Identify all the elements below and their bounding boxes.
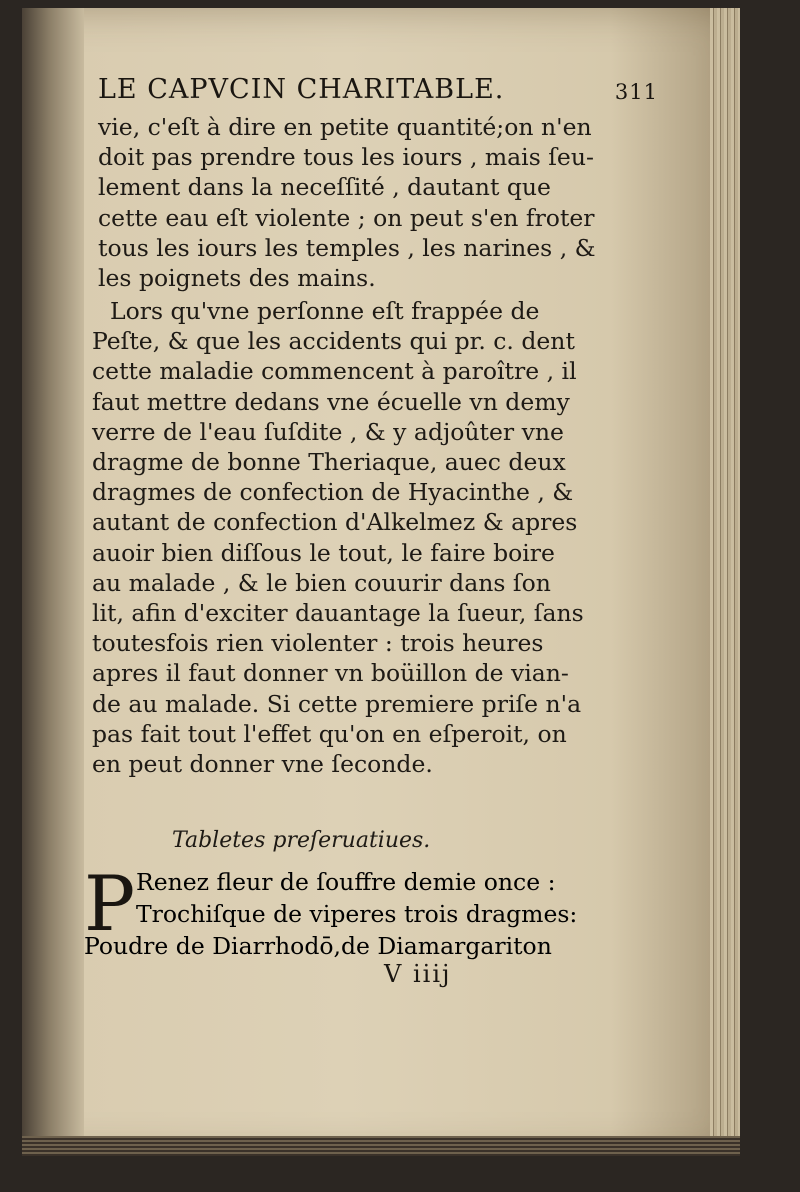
page-number: 311 bbox=[614, 80, 658, 104]
paragraph-1 bbox=[98, 112, 618, 293]
text-line: autant de confection d'Alkelmez & apres bbox=[92, 508, 578, 537]
text-line: faut mettre dedans vne écuelle vn demy bbox=[92, 387, 570, 416]
section-subtitle: Tabletes preſeruatiues. bbox=[172, 828, 431, 853]
page-fore-edge bbox=[710, 8, 740, 1156]
recipe-block bbox=[84, 859, 604, 960]
text-line: Peſte, & que les accidents qui pr. c. dent bbox=[92, 327, 575, 356]
running-head-title: LE CAPVCIN CHARITABLE. bbox=[98, 74, 505, 105]
text-line: dragme de bonne Theriaque, auec deux bbox=[92, 448, 566, 477]
text-line: apres il faut donner vn boüillon de vian- bbox=[92, 659, 569, 688]
text-line: lement dans la neceſſité , dautant que bbox=[98, 173, 551, 202]
text-line: en peut donner vne ſeconde. bbox=[92, 750, 433, 779]
recipe-line: Poudre de Diarrhodō,de Diamargariton bbox=[84, 932, 552, 960]
text-line: de au malade. Si cette premiere priſe n'a bbox=[92, 689, 582, 718]
page-gutter bbox=[22, 8, 84, 1156]
recipe-line: Trochiſque de viperes trois dragmes: bbox=[136, 900, 578, 928]
text-line: Lors qu'vne perſonne eſt frappée de bbox=[110, 297, 540, 325]
drop-cap: P bbox=[84, 859, 136, 948]
signature-mark: V iiij bbox=[384, 960, 452, 988]
text-line: cette eau eſt violente ; on peut s'en froter bbox=[98, 203, 595, 232]
text-line: les poignets des mains. bbox=[98, 264, 376, 293]
text-line: auoir bien diſſous le tout, le faire boire bbox=[92, 538, 555, 567]
text-line: vie, c'eſt à dire en petite quantité;on n'en bbox=[98, 113, 592, 141]
text-line: lit, afin d'exciter dauantage la ſueur, ſans bbox=[92, 599, 584, 628]
paragraph-2 bbox=[92, 296, 612, 779]
text-line: au malade , & le bien couurir dans ſon bbox=[92, 568, 551, 597]
text-line: tous les iours les temples , les narines , & bbox=[98, 233, 596, 262]
text-line: verre de l'eau ſuſdite , & y adjoûter vne bbox=[92, 417, 564, 446]
running-head bbox=[88, 74, 658, 114]
recipe-line: Renez fleur de ſouffre demie once : bbox=[136, 868, 556, 896]
text-line: doit pas prendre tous les iours , mais ſeu- bbox=[98, 143, 594, 172]
text-line: dragmes de confection de Hyacinthe , & bbox=[92, 478, 574, 507]
page-bottom-edge bbox=[22, 1136, 740, 1156]
text-line: toutesfois rien violenter : trois heures bbox=[92, 629, 544, 658]
text-line: pas fait tout l'effet qu'on en eſperoit, on bbox=[92, 719, 567, 748]
text-line: cette maladie commencent à paroître , il bbox=[92, 357, 577, 386]
